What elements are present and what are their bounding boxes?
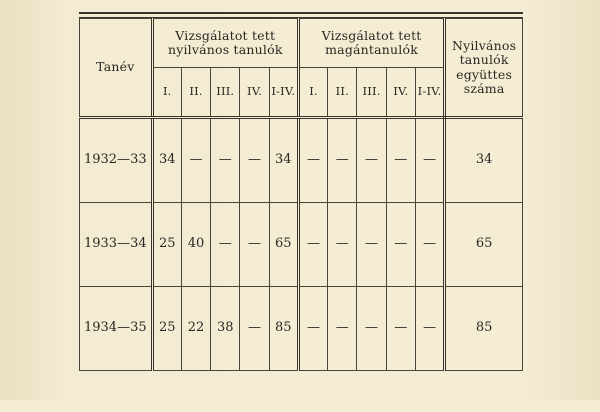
public-class-3-cell: — <box>211 203 240 287</box>
private-class-3-cell: — <box>357 287 386 371</box>
private-class-all-cell: — <box>415 287 444 371</box>
public-class-3-cell: 38 <box>211 287 240 371</box>
private-class-1-cell: — <box>298 203 327 287</box>
public-class-all-cell: 34 <box>269 118 298 203</box>
total-cell: 85 <box>445 287 523 371</box>
public-class-2-cell: — <box>181 118 210 203</box>
table-row <box>80 287 523 371</box>
header-private-class-all: I-IV. <box>415 68 444 118</box>
public-class-1-cell: 25 <box>152 203 181 287</box>
private-class-4-cell: — <box>386 118 415 203</box>
public-class-2-cell: 22 <box>181 287 210 371</box>
public-class-4-cell: — <box>240 118 269 203</box>
header-private-class-2: II. <box>328 68 357 118</box>
public-class-2-cell: 40 <box>181 203 210 287</box>
header-public-class-3: III. <box>211 68 240 118</box>
header-private-class-3: III. <box>357 68 386 118</box>
private-class-2-cell: — <box>328 203 357 287</box>
year-cell: 1933—34 <box>80 203 153 287</box>
private-class-all-cell: — <box>415 203 444 287</box>
private-class-1-cell: — <box>298 287 327 371</box>
header-public-class-all: I-IV. <box>269 68 298 118</box>
private-class-2-cell: — <box>328 118 357 203</box>
private-class-3-cell: — <box>357 203 386 287</box>
private-class-2-cell: — <box>328 287 357 371</box>
header-year: Tanév <box>80 19 153 118</box>
private-class-4-cell: — <box>386 287 415 371</box>
header-public-class-1: I. <box>152 68 181 118</box>
header-row-groups <box>80 19 523 68</box>
header-total-students: Nyilvános tanulók együttes száma <box>445 19 523 118</box>
total-cell: 34 <box>445 118 523 203</box>
header-public-class-2: II. <box>181 68 210 118</box>
private-class-all-cell: — <box>415 118 444 203</box>
private-class-3-cell: — <box>357 118 386 203</box>
total-cell: 65 <box>445 203 523 287</box>
header-public-class-4: IV. <box>240 68 269 118</box>
header-private-class-4: IV. <box>386 68 415 118</box>
header-public-students: Vizsgálatot tett nyilvános tanulók <box>152 19 298 68</box>
table-row <box>80 118 523 203</box>
public-class-1-cell: 34 <box>152 118 181 203</box>
table-row <box>80 203 523 287</box>
public-class-4-cell: — <box>240 203 269 287</box>
public-class-all-cell: 65 <box>269 203 298 287</box>
year-cell: 1934—35 <box>80 287 153 371</box>
student-statistics-table <box>79 18 523 371</box>
header-private-class-1: I. <box>298 68 327 118</box>
private-class-4-cell: — <box>386 203 415 287</box>
public-class-1-cell: 25 <box>152 287 181 371</box>
statistics-table-container <box>79 12 523 412</box>
year-cell: 1932—33 <box>80 118 153 203</box>
public-class-all-cell: 85 <box>269 287 298 371</box>
top-rule <box>79 12 523 14</box>
header-private-students: Vizsgálatot tett magántanulók <box>298 19 444 68</box>
private-class-1-cell: — <box>298 118 327 203</box>
public-class-4-cell: — <box>240 287 269 371</box>
public-class-3-cell: — <box>211 118 240 203</box>
